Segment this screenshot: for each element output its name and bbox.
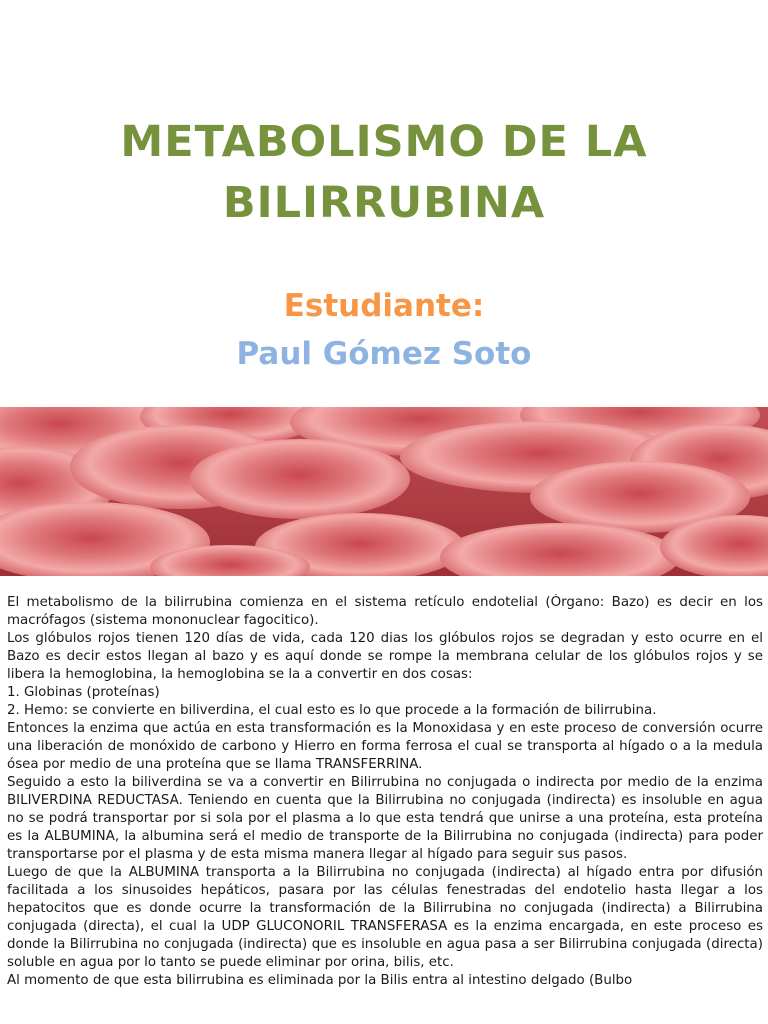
document-body xyxy=(7,594,763,1024)
blood-cells-illustration xyxy=(0,407,768,576)
paragraph-4: Seguido a esto la biliverdina se va a convertir en Bilirrubina no conjugada o indirecta por medio de la enzima BILIVERDINA REDUCTASA. Teniendo en cuenta que la Bilirrubina no conjugada (indirecta) es insoluble en agua no se podrá transportar por si sola por el plasma a lo que esta tendrá que unirse a una proteína, esta proteína es la ALBUMINA, la albumina será el medio de transporte de la Bilirrubina no conjugada (indirecta) para poder transportarse por el plasma y de esta misma manera llegar al hígado para seguir sus pasos. xyxy=(7,775,763,862)
paragraph-3: Entonces la enzima que actúa en esta transformación es la Monoxidasa y en este proceso de conversión ocurre una liberación de monóxido de carbono y Hierro en forma ferrosa el cual se transporta al hígado o a la medula ósea por medio de una proteína que se llama TRANSFERRINA. xyxy=(7,721,763,772)
title-line-1: METABOLISMO DE LA xyxy=(120,117,648,167)
cell-group xyxy=(0,407,768,576)
paragraph-1: El metabolismo de la bilirrubina comienza en el sistema retículo endotelial (Órgano: Bazo) es decir en los macrófagos (sistema mononuclear fagocitico). xyxy=(7,595,763,628)
paragraph-5: Luego de que la ALBUMINA transporta a la Bilirrubina no conjugada (indirecta) al hígado entra por difusión facilitada a los sinusoides hepáticos, pasara por las células fenestradas del endotelio hasta llegar a los hepatocitos que es donde ocurre la transformación de la Bilirrubina no conjugada (indirecta) a Bilirrubina conjugada (directa), el cual la UDP GLUCONORIL TRANSFERASA es la enzima encargada, en este proceso es donde la Bilirrubina no conjugada (indirecta) que es insoluble en agua pasa a ser Bilirrubina conjugada (directa) soluble en agua por lo tanto se puede eliminar por orina, bilis, etc. xyxy=(7,865,763,970)
student-name: Paul Gómez Soto xyxy=(236,336,532,372)
student-label: Estudiante: xyxy=(283,288,485,324)
list-item-2: 2. Hemo: se convierte en biliverdina, el cual esto es lo que procede a la formación de bilirrubina. xyxy=(7,703,657,718)
red-blood-cells-image xyxy=(0,407,768,576)
list-item-1: 1. Globinas (proteínas) xyxy=(7,685,160,700)
document-title xyxy=(0,112,768,234)
paragraph-6: Al momento de que esta bilirrubina es eliminada por la Bilis entra al intestino delgado (Bulbo xyxy=(7,973,633,988)
paragraph-2: Los glóbulos rojos tienen 120 días de vida, cada 120 dias los glóbulos rojos se degradan y esto ocurre en el Bazo es decir estos llegan al bazo y es aquí donde se rompe la membrana celular de los glóbulos rojos y se libera la hemoglobina, la hemoglobina se la a convertir en dos cosas: xyxy=(7,631,763,682)
title-line-2: BILIRRUBINA xyxy=(222,178,546,228)
